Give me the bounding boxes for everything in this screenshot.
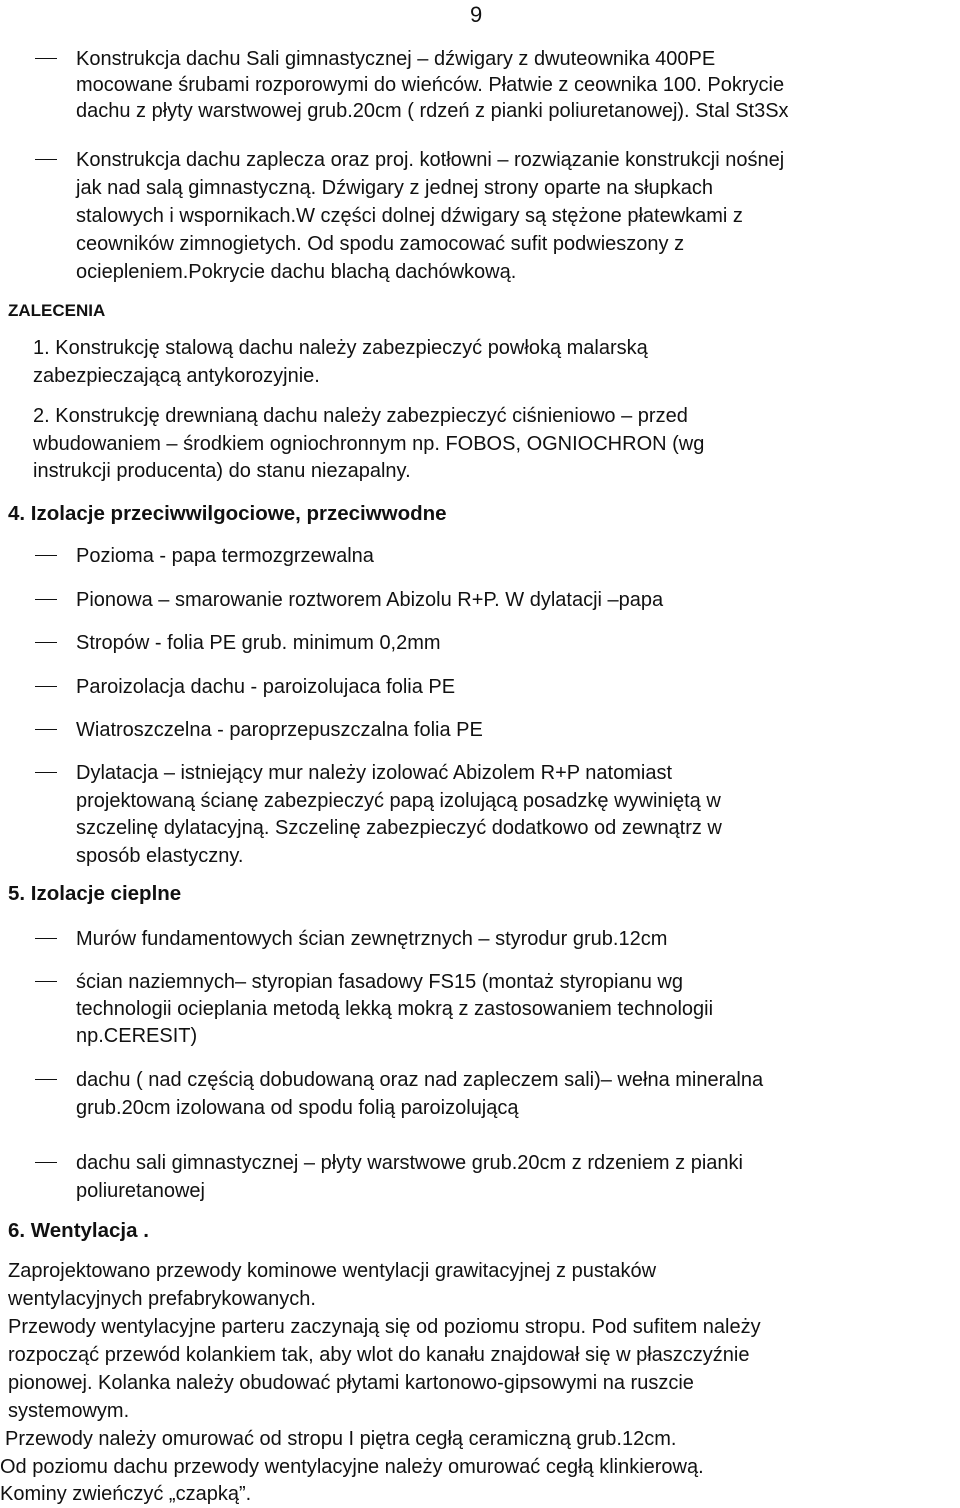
list-dash xyxy=(35,555,57,556)
text-line: dachu ( nad częścią dobudowaną oraz nad zapleczem sali)– wełna mineralna xyxy=(76,1069,764,1091)
text-line: zabezpieczającą antykorozyjnie. xyxy=(33,365,320,387)
text-line: pionowej. Kolanka należy obudować płytami kartonowo-gipsowymi na ruszcie xyxy=(8,1372,694,1394)
text-line: Kominy zwieńczyć „czapką”. xyxy=(0,1483,252,1505)
text-line: ceowników zimnogietych. Od spodu zamocować sufit podwieszony z xyxy=(76,233,685,255)
text-line: wbudowaniem – środkiem ogniochronnym np. FOBOS, OGNIOCHRON (wg xyxy=(33,433,705,455)
text-line: Murów fundamentowych ścian zewnętrznych – styrodur grub.12cm xyxy=(76,928,668,950)
text-line: Konstrukcja dachu Sali gimnastycznej – dźwigary z dwuteownika 400PE xyxy=(76,48,716,70)
text-line: Od poziomu dachu przewody wentylacyjne należy omurować cegłą klinkierową. xyxy=(0,1456,704,1478)
list-dash xyxy=(35,1162,57,1163)
text-line: jak nad salą gimnastyczną. Dźwigary z jednej strony oparte na słupkach xyxy=(76,177,713,199)
text-line: sposób elastyczny. xyxy=(76,845,244,867)
text-line: Zaprojektowano przewody kominowe wentylacji grawitacyjnej z pustaków xyxy=(8,1260,657,1282)
text-line: dachu z płyty warstwowej grub.20cm ( rdzeń z pianki poliuretanowej). Stal St3Sx xyxy=(76,100,789,122)
text-line: wentylacyjnych prefabrykowanych. xyxy=(8,1288,316,1310)
text-line: technologii ocieplania metodą lekką mokrą z zastosowaniem technologii xyxy=(76,998,714,1020)
text-line: Przewody wentylacyjne parteru zaczynają się od poziomu stropu. Pod sufitem należy xyxy=(8,1316,761,1338)
text-line: ociepleniem.Pokrycie dachu blachą dachówkową. xyxy=(76,261,517,283)
list-dash xyxy=(35,729,57,730)
text-line: Pozioma - papa termozgrzewalna xyxy=(76,545,374,567)
text-line: stalowych i wspornikach.W części dolnej dźwigary są stężone płatewkami z xyxy=(76,205,743,227)
text-line: Stropów - folia PE grub. minimum 0,2mm xyxy=(76,632,441,654)
list-dash xyxy=(35,938,57,939)
list-dash xyxy=(35,686,57,687)
list-dash xyxy=(35,981,57,982)
text-line: Konstrukcja dachu zaplecza oraz proj. kotłowni – rozwiązanie konstrukcji nośnej xyxy=(76,149,785,171)
text-line: projektowaną ścianę zabezpieczyć papą izolującą posadzkę wywiniętą w xyxy=(76,790,721,812)
list-dash xyxy=(35,1079,57,1080)
text-line: grub.20cm izolowana od spodu folią paroizolującą xyxy=(76,1097,519,1119)
text-line: np.CERESIT) xyxy=(76,1025,198,1047)
list-dash xyxy=(35,159,57,160)
text-line: Wiatroszczelna - paroprzepuszczalna folia PE xyxy=(76,719,483,741)
text-line: Paroizolacja dachu - paroizolujaca folia PE xyxy=(76,676,456,698)
list-dash xyxy=(35,58,57,59)
text-line: Dylatacja – istniejący mur należy izolować Abizolem R+P natomiast xyxy=(76,762,673,784)
text-line: Przewody należy omurować od stropu I piętra cegłą ceramiczną grub.12cm. xyxy=(5,1428,677,1450)
text-line: szczelinę dylatacyjną. Szczelinę zabezpieczyć dodatkowo od zewnątrz w xyxy=(76,817,722,839)
list-dash xyxy=(35,599,57,600)
section-heading: 4. Izolacje przeciwwilgociowe, przeciwwodne xyxy=(8,502,447,525)
list-dash xyxy=(35,772,57,773)
section-heading: 6. Wentylacja . xyxy=(8,1219,149,1242)
text-line: Pionowa – smarowanie roztworem Abizolu R+P. W dylatacji –papa xyxy=(76,589,664,611)
text-line: 2. Konstrukcję drewnianą dachu należy zabezpieczyć ciśnieniowo – przed xyxy=(33,405,688,427)
text-line: dachu sali gimnastycznej – płyty warstwowe grub.20cm z rdzeniem z pianki xyxy=(76,1152,743,1174)
text-line: rozpocząć przewód kolankiem tak, aby wlot do kanału znajdował się w płaszczyźnie xyxy=(8,1344,750,1366)
text-line: ścian naziemnych– styropian fasadowy FS15 (montaż styropianu wg xyxy=(76,971,683,993)
page-number: 9 xyxy=(470,2,483,27)
text-line: instrukcji producenta) do stanu niezapalny. xyxy=(33,460,411,482)
zalecenia-label: ZALECENIA xyxy=(8,301,106,320)
text-line: mocowane śrubami rozporowymi do wieńców. Płatwie z ceownika 100. Pokrycie xyxy=(76,74,785,96)
list-dash xyxy=(35,642,57,643)
text-line: poliuretanowej xyxy=(76,1180,205,1202)
section-heading: 5. Izolacje cieplne xyxy=(8,882,182,905)
text-line: systemowym. xyxy=(8,1400,130,1422)
text-line: 1. Konstrukcję stalową dachu należy zabezpieczyć powłoką malarską xyxy=(33,337,648,359)
